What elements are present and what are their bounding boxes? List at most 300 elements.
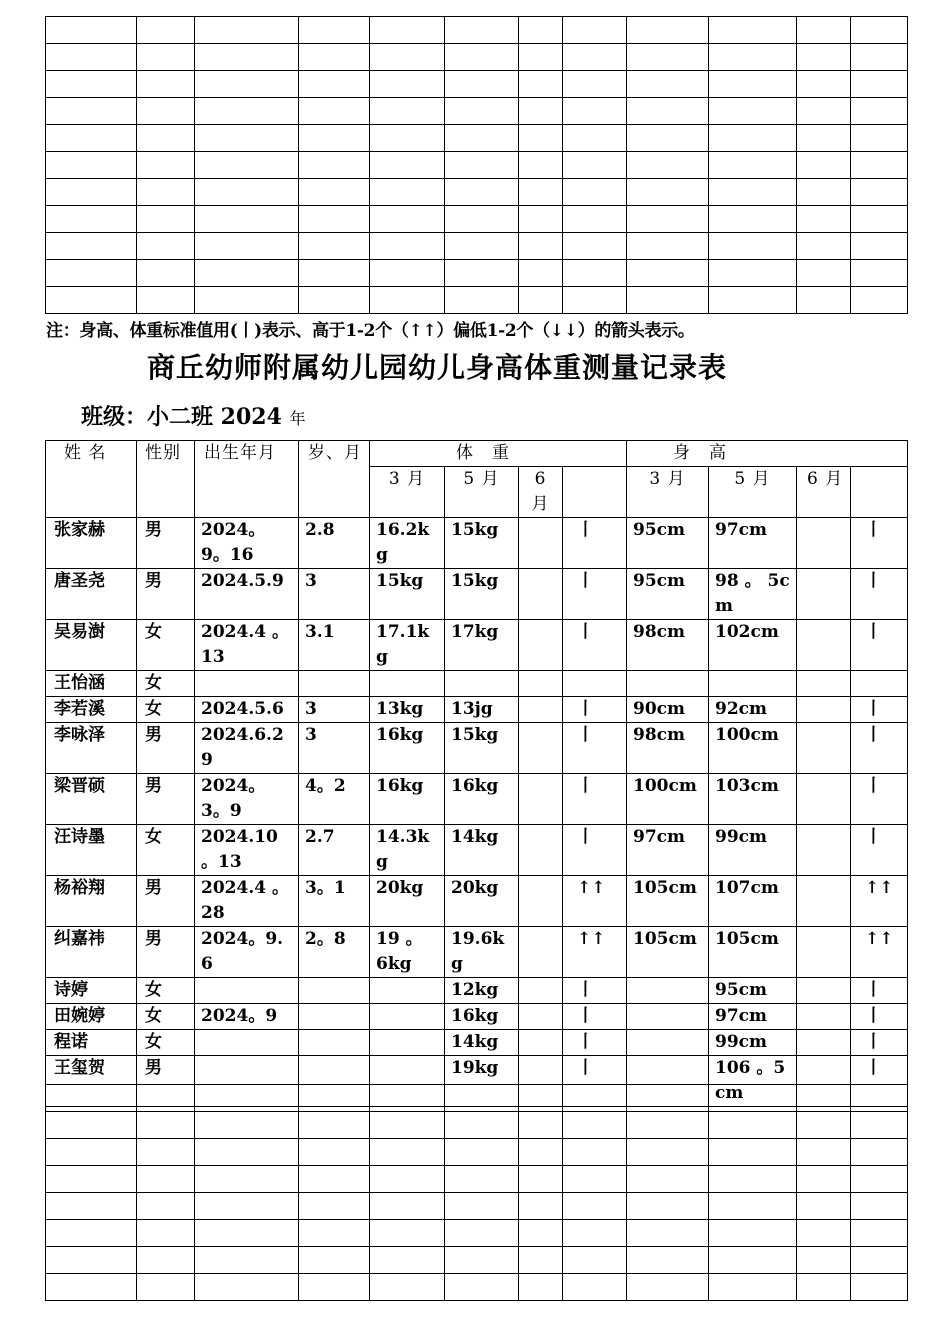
cell-birth: 2024.10 。13 xyxy=(195,825,299,876)
empty-cell xyxy=(709,1274,797,1301)
cell-height-mark: 丨 xyxy=(851,569,908,620)
empty-cell xyxy=(627,1166,709,1193)
empty-cell xyxy=(195,98,299,125)
empty-cell xyxy=(370,17,445,44)
cell-age xyxy=(299,978,370,1004)
empty-cell xyxy=(370,71,445,98)
cell-height-jun xyxy=(797,927,851,978)
empty-cell xyxy=(563,1220,627,1247)
empty-cell xyxy=(195,287,299,314)
cell-birth: 2024.4 。13 xyxy=(195,620,299,671)
empty-cell xyxy=(445,152,519,179)
cell-age xyxy=(299,671,370,697)
cell-height-mar: 95cm xyxy=(627,569,709,620)
empty-cell xyxy=(370,98,445,125)
empty-cell xyxy=(627,152,709,179)
empty-row xyxy=(46,98,908,125)
cell-birth: 2024.5.9 xyxy=(195,569,299,620)
header-age: 岁、月 xyxy=(299,441,370,518)
cell-weight-may: 16kg xyxy=(445,774,519,825)
empty-cell xyxy=(797,125,851,152)
cell-birth: 2024。9.6 xyxy=(195,927,299,978)
cell-weight-jun xyxy=(519,1004,563,1030)
cell-height-mark: 丨 xyxy=(851,825,908,876)
table-row xyxy=(46,697,908,723)
empty-cell xyxy=(851,1166,908,1193)
empty-cell xyxy=(519,98,563,125)
empty-cell xyxy=(797,1193,851,1220)
empty-cell xyxy=(519,1274,563,1301)
table-row xyxy=(46,825,908,876)
cell-name: 纠嘉祎 xyxy=(46,927,137,978)
table-row xyxy=(46,518,908,569)
cell-weight-mark: 丨 xyxy=(563,978,627,1004)
cell-height-mark: 丨 xyxy=(851,774,908,825)
header-birth: 出生年月 xyxy=(195,441,299,518)
cell-height-jun xyxy=(797,697,851,723)
measurement-table xyxy=(45,440,908,1107)
cell-height-jun xyxy=(797,620,851,671)
empty-cell xyxy=(709,125,797,152)
empty-cell xyxy=(137,71,195,98)
empty-cell xyxy=(563,125,627,152)
cell-height-may: 99cm xyxy=(709,825,797,876)
empty-cell xyxy=(709,1139,797,1166)
empty-cell xyxy=(851,98,908,125)
cell-height-jun xyxy=(797,774,851,825)
empty-cell xyxy=(851,260,908,287)
empty-cell xyxy=(851,1139,908,1166)
empty-cell xyxy=(299,1112,370,1139)
empty-row xyxy=(46,17,908,44)
header-weight-jun: 6 月 xyxy=(519,467,563,518)
cell-weight-mar: 20kg xyxy=(370,876,445,927)
cell-weight-jun xyxy=(519,978,563,1004)
empty-row xyxy=(46,44,908,71)
empty-cell xyxy=(195,152,299,179)
cell-height-may: 107cm xyxy=(709,876,797,927)
empty-cell xyxy=(709,98,797,125)
empty-cell xyxy=(627,287,709,314)
cell-height-mark xyxy=(851,671,908,697)
cell-height-mar: 98cm xyxy=(627,620,709,671)
empty-cell xyxy=(137,17,195,44)
cell-height-mark: ↑↑ xyxy=(851,876,908,927)
cell-sex: 男 xyxy=(137,518,195,569)
empty-cell xyxy=(519,1139,563,1166)
cell-sex: 男 xyxy=(137,1056,195,1107)
empty-cell xyxy=(370,152,445,179)
cell-sex: 女 xyxy=(137,1030,195,1056)
cell-weight-mar: 16.2kg xyxy=(370,518,445,569)
empty-row xyxy=(46,125,908,152)
cell-height-jun xyxy=(797,1030,851,1056)
cell-weight-mar: 14.3kg xyxy=(370,825,445,876)
empty-cell xyxy=(370,206,445,233)
cell-height-mar: 105cm xyxy=(627,876,709,927)
cell-name: 梁晋硕 xyxy=(46,774,137,825)
cell-birth xyxy=(195,671,299,697)
empty-cell xyxy=(627,1085,709,1112)
empty-cell xyxy=(137,1085,195,1112)
empty-cell xyxy=(851,179,908,206)
empty-cell xyxy=(563,260,627,287)
empty-cell xyxy=(851,233,908,260)
cell-birth: 2024。3。9 xyxy=(195,774,299,825)
empty-cell xyxy=(627,125,709,152)
cell-age: 2.7 xyxy=(299,825,370,876)
cell-height-mar xyxy=(627,1004,709,1030)
empty-cell xyxy=(299,206,370,233)
empty-cell xyxy=(709,1166,797,1193)
cell-weight-mark xyxy=(563,671,627,697)
cell-sex: 女 xyxy=(137,620,195,671)
empty-cell xyxy=(563,233,627,260)
cell-height-mark: 丨 xyxy=(851,1056,908,1107)
empty-cell xyxy=(797,287,851,314)
cell-weight-may: 16kg xyxy=(445,1004,519,1030)
cell-weight-mar: 17.1kg xyxy=(370,620,445,671)
empty-cell xyxy=(445,1247,519,1274)
empty-cell xyxy=(797,71,851,98)
empty-cell xyxy=(299,98,370,125)
page-title: 商丘幼师附属幼儿园幼儿身高体重测量记录表 xyxy=(147,351,728,384)
cell-weight-may: 14kg xyxy=(445,825,519,876)
empty-cell xyxy=(46,1166,137,1193)
empty-cell xyxy=(851,287,908,314)
empty-cell xyxy=(519,1085,563,1112)
cell-height-mar: 105cm xyxy=(627,927,709,978)
empty-cell xyxy=(851,71,908,98)
empty-cell xyxy=(709,44,797,71)
cell-height-may: 99cm xyxy=(709,1030,797,1056)
empty-cell xyxy=(445,44,519,71)
table-row xyxy=(46,876,908,927)
empty-cell xyxy=(563,1193,627,1220)
cell-weight-jun xyxy=(519,697,563,723)
empty-cell xyxy=(563,152,627,179)
empty-cell xyxy=(195,206,299,233)
empty-cell xyxy=(709,287,797,314)
empty-cell xyxy=(563,179,627,206)
cell-weight-mark: 丨 xyxy=(563,620,627,671)
empty-cell xyxy=(519,260,563,287)
cell-weight-mark: 丨 xyxy=(563,1056,627,1107)
empty-cell xyxy=(709,152,797,179)
cell-weight-may xyxy=(445,671,519,697)
empty-cell xyxy=(445,233,519,260)
empty-cell xyxy=(445,1085,519,1112)
empty-cell xyxy=(46,1274,137,1301)
empty-cell xyxy=(797,1274,851,1301)
empty-cell xyxy=(137,1193,195,1220)
cell-sex: 女 xyxy=(137,978,195,1004)
empty-cell xyxy=(137,152,195,179)
empty-cell xyxy=(46,1220,137,1247)
cell-weight-jun xyxy=(519,518,563,569)
empty-cell xyxy=(563,287,627,314)
empty-cell xyxy=(195,179,299,206)
empty-cell xyxy=(195,260,299,287)
empty-cell xyxy=(519,206,563,233)
cell-age: 3 xyxy=(299,723,370,774)
empty-cell xyxy=(797,1085,851,1112)
empty-cell xyxy=(627,1193,709,1220)
empty-cell xyxy=(563,1085,627,1112)
empty-cell xyxy=(137,98,195,125)
cell-age xyxy=(299,1030,370,1056)
cell-height-mar: 100cm xyxy=(627,774,709,825)
empty-cell xyxy=(370,1274,445,1301)
empty-cell xyxy=(445,98,519,125)
empty-cell xyxy=(797,179,851,206)
cell-weight-mar: 16kg xyxy=(370,774,445,825)
empty-cell xyxy=(370,1112,445,1139)
empty-cell xyxy=(137,206,195,233)
cell-height-may: 97cm xyxy=(709,1004,797,1030)
empty-cell xyxy=(195,1112,299,1139)
empty-cell xyxy=(519,233,563,260)
cell-age: 3。1 xyxy=(299,876,370,927)
empty-cell xyxy=(627,98,709,125)
empty-cell xyxy=(299,260,370,287)
empty-cell xyxy=(299,1139,370,1166)
empty-cell xyxy=(137,44,195,71)
empty-cell xyxy=(519,44,563,71)
cell-weight-may: 20kg xyxy=(445,876,519,927)
empty-cell xyxy=(709,1085,797,1112)
cell-birth: 2024。9。16 xyxy=(195,518,299,569)
cell-weight-mar xyxy=(370,1004,445,1030)
empty-cell xyxy=(627,179,709,206)
cell-weight-jun xyxy=(519,876,563,927)
empty-cell xyxy=(519,179,563,206)
header-sex: 性别 xyxy=(137,441,195,518)
header-height-jun: 6 月 xyxy=(797,467,851,518)
empty-cell xyxy=(299,287,370,314)
cell-weight-may: 15kg xyxy=(445,518,519,569)
empty-cell xyxy=(46,152,137,179)
empty-cell xyxy=(445,1274,519,1301)
empty-cell xyxy=(445,71,519,98)
empty-cell xyxy=(46,1139,137,1166)
empty-cell xyxy=(370,287,445,314)
cell-sex: 男 xyxy=(137,876,195,927)
cell-age: 4。2 xyxy=(299,774,370,825)
empty-cell xyxy=(137,287,195,314)
table-row xyxy=(46,671,908,697)
cell-height-may: 92cm xyxy=(709,697,797,723)
cell-height-may: 106 。5cm xyxy=(709,1056,797,1107)
empty-cell xyxy=(627,71,709,98)
cell-height-mark: 丨 xyxy=(851,723,908,774)
empty-cell xyxy=(627,1220,709,1247)
empty-cell xyxy=(563,98,627,125)
empty-row xyxy=(46,179,908,206)
table-row xyxy=(46,1030,908,1056)
cell-sex: 男 xyxy=(137,774,195,825)
empty-cell xyxy=(137,1112,195,1139)
cell-height-mark: 丨 xyxy=(851,978,908,1004)
cell-height-jun xyxy=(797,825,851,876)
cell-sex: 男 xyxy=(137,927,195,978)
empty-cell xyxy=(851,1220,908,1247)
empty-cell xyxy=(709,1193,797,1220)
empty-cell xyxy=(299,1274,370,1301)
empty-cell xyxy=(627,17,709,44)
empty-cell xyxy=(46,44,137,71)
cell-name: 王怡涵 xyxy=(46,671,137,697)
cell-age xyxy=(299,1004,370,1030)
cell-weight-mark: 丨 xyxy=(563,1030,627,1056)
class-year-suffix: 年 xyxy=(289,409,306,428)
cell-age: 3 xyxy=(299,697,370,723)
empty-cell xyxy=(797,98,851,125)
empty-cell xyxy=(137,1166,195,1193)
empty-cell xyxy=(195,125,299,152)
header-weight-mar: 3 月 xyxy=(370,467,445,518)
header-height: 身 高 xyxy=(627,441,908,467)
cell-weight-may: 12kg xyxy=(445,978,519,1004)
empty-cell xyxy=(851,152,908,179)
cell-height-mar xyxy=(627,1030,709,1056)
cell-height-mar: 90cm xyxy=(627,697,709,723)
empty-cell xyxy=(627,1274,709,1301)
empty-cell xyxy=(709,233,797,260)
cell-name: 李若溪 xyxy=(46,697,137,723)
empty-cell xyxy=(797,17,851,44)
cell-name: 王玺贺 xyxy=(46,1056,137,1107)
cell-name: 程诺 xyxy=(46,1030,137,1056)
empty-cell xyxy=(519,287,563,314)
cell-height-may: 102cm xyxy=(709,620,797,671)
table-row xyxy=(46,774,908,825)
empty-cell xyxy=(445,125,519,152)
empty-cell xyxy=(851,206,908,233)
empty-cell xyxy=(563,1112,627,1139)
empty-cell xyxy=(370,125,445,152)
empty-cell xyxy=(299,1247,370,1274)
empty-cell xyxy=(627,260,709,287)
empty-cell xyxy=(137,179,195,206)
top-empty-grid xyxy=(45,16,908,314)
header-weight-mark xyxy=(563,467,627,518)
empty-cell xyxy=(709,1112,797,1139)
empty-cell xyxy=(709,1247,797,1274)
empty-cell xyxy=(195,233,299,260)
empty-cell xyxy=(299,17,370,44)
cell-height-mar: 97cm xyxy=(627,825,709,876)
empty-cell xyxy=(46,1112,137,1139)
empty-cell xyxy=(370,1085,445,1112)
empty-cell xyxy=(445,260,519,287)
empty-cell xyxy=(563,1274,627,1301)
cell-weight-mar: 19 。 6kg xyxy=(370,927,445,978)
cell-height-mark: 丨 xyxy=(851,1004,908,1030)
cell-height-may: 105cm xyxy=(709,927,797,978)
empty-cell xyxy=(299,1085,370,1112)
cell-height-mar: 98cm xyxy=(627,723,709,774)
cell-weight-mar xyxy=(370,978,445,1004)
empty-cell xyxy=(519,1220,563,1247)
cell-weight-may: 15kg xyxy=(445,723,519,774)
empty-cell xyxy=(46,233,137,260)
cell-weight-mark: ↑↑ xyxy=(563,927,627,978)
empty-row xyxy=(46,1274,908,1301)
empty-cell xyxy=(46,98,137,125)
empty-cell xyxy=(299,1193,370,1220)
empty-cell xyxy=(195,1247,299,1274)
cell-weight-jun xyxy=(519,825,563,876)
empty-row xyxy=(46,1085,908,1112)
empty-row xyxy=(46,206,908,233)
empty-cell xyxy=(797,233,851,260)
cell-name: 李咏泽 xyxy=(46,723,137,774)
cell-weight-may: 15kg xyxy=(445,569,519,620)
empty-cell xyxy=(46,179,137,206)
cell-weight-mark: 丨 xyxy=(563,1004,627,1030)
empty-cell xyxy=(851,125,908,152)
class-label: 班级：小二班 2024 xyxy=(81,404,282,430)
empty-row xyxy=(46,71,908,98)
bottom-empty-grid xyxy=(45,1084,908,1301)
empty-cell xyxy=(797,1220,851,1247)
empty-cell xyxy=(445,179,519,206)
empty-row xyxy=(46,1193,908,1220)
empty-row xyxy=(46,152,908,179)
empty-row xyxy=(46,1166,908,1193)
cell-weight-jun xyxy=(519,569,563,620)
cell-height-jun xyxy=(797,1004,851,1030)
header-height-mark xyxy=(851,467,908,518)
cell-name: 汪诗墨 xyxy=(46,825,137,876)
empty-row xyxy=(46,287,908,314)
empty-cell xyxy=(46,71,137,98)
empty-cell xyxy=(519,125,563,152)
empty-cell xyxy=(370,260,445,287)
empty-row xyxy=(46,1247,908,1274)
cell-birth: 2024.4 。28 xyxy=(195,876,299,927)
cell-name: 诗婷 xyxy=(46,978,137,1004)
header-name: 姓 名 xyxy=(46,441,137,518)
cell-weight-may: 13jg xyxy=(445,697,519,723)
empty-cell xyxy=(370,1166,445,1193)
empty-cell xyxy=(46,1193,137,1220)
empty-cell xyxy=(46,1085,137,1112)
cell-birth xyxy=(195,1030,299,1056)
cell-weight-mar: 15kg xyxy=(370,569,445,620)
empty-cell xyxy=(563,1139,627,1166)
table-row xyxy=(46,1004,908,1030)
empty-cell xyxy=(370,233,445,260)
empty-cell xyxy=(195,1085,299,1112)
empty-cell xyxy=(370,1193,445,1220)
cell-weight-jun xyxy=(519,671,563,697)
cell-weight-jun xyxy=(519,723,563,774)
cell-weight-mark: 丨 xyxy=(563,518,627,569)
empty-cell xyxy=(709,206,797,233)
cell-height-jun xyxy=(797,876,851,927)
cell-weight-may: 19kg xyxy=(445,1056,519,1107)
empty-cell xyxy=(46,287,137,314)
cell-name: 杨裕翔 xyxy=(46,876,137,927)
cell-weight-jun xyxy=(519,927,563,978)
class-line xyxy=(81,400,306,431)
cell-age: 3.1 xyxy=(299,620,370,671)
cell-height-mar xyxy=(627,671,709,697)
cell-birth: 2024。9 xyxy=(195,1004,299,1030)
empty-cell xyxy=(519,71,563,98)
